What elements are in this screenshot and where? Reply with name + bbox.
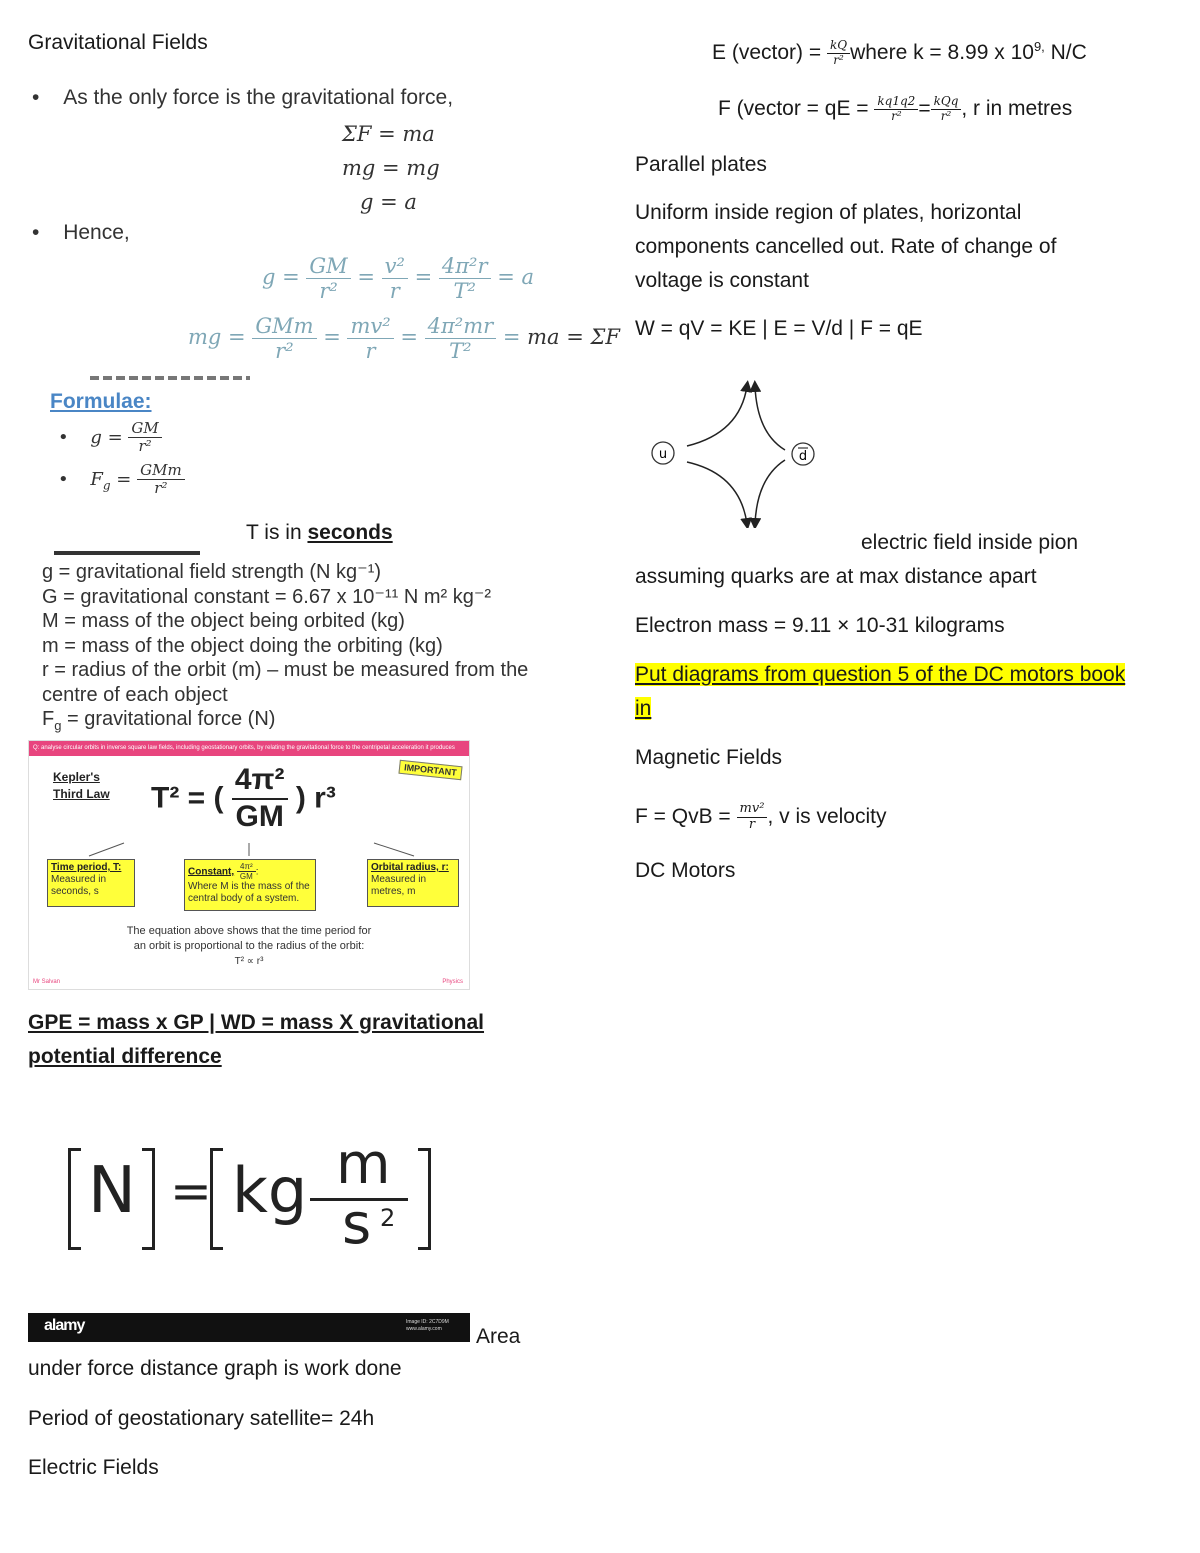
eq-g-lhs: g	[262, 265, 276, 290]
force-vector-formula: F (vector = qE = $\frac{kq1q2}{\text{r²}}$ = $\frac{\text{kQq}}{\text{r²}}$ , r in metres	[718, 94, 1073, 123]
kepler-eq-rhs: ) r³	[295, 781, 336, 815]
eq-g-rhs: a	[521, 265, 534, 290]
alamy-banner	[28, 1313, 470, 1342]
parallel-plates-line-2: components cancelled out. Rate of change of	[635, 235, 1057, 258]
electron-mass-line: Electron mass = 9.11 × 10-31 kilograms	[635, 614, 1005, 637]
up-quark-label: u	[658, 447, 668, 462]
eq-mg-lhs: mg	[188, 325, 222, 350]
bullet-dot: •	[32, 221, 40, 244]
time-period-box: Time period, T: Measured in seconds, s	[47, 859, 135, 907]
frac-gmm-r2: $\frac{\text{GMm}}{\text{r²}}$	[252, 314, 316, 363]
kepler-slide	[28, 740, 470, 990]
slide-caption: The equation above shows that the time period for an orbit is proportional to the radius of the orbit: T² ∝ r³	[126, 925, 372, 967]
equation-g-a: g = a	[360, 190, 417, 214]
bracket-left	[68, 1148, 81, 1250]
cropped-text-fragment	[90, 372, 250, 380]
parallel-plates-line-1: Uniform inside region of plates, horizontal	[635, 201, 1022, 224]
formulae-heading: Formulae:	[50, 390, 152, 413]
orbital-radius-box: Orbital radius, r: Measured in metres, m	[367, 859, 459, 907]
field-line-lower-right	[755, 460, 785, 524]
definition-row: G = gravitational constant = 6.67 x 10⁻¹¹ N m² kg⁻²	[42, 585, 492, 608]
frac-gm-r2: $\frac{GM}{\text{r²}}$	[306, 254, 350, 303]
magnetic-force-formula: F = QvB = $\frac{\text{mv²}}{r}$ , v is velocity	[635, 801, 887, 832]
kepler-label: Kepler's Third Law	[53, 770, 110, 801]
unit-newton: N	[88, 1154, 136, 1228]
time-note-seconds: seconds	[307, 521, 393, 544]
bullet-1	[32, 86, 453, 110]
gpe-line-2: potential difference	[28, 1045, 222, 1068]
frac-4pi2r-t2: $\frac{\text{4π²r}}{\text{T²}}$	[439, 254, 491, 303]
formula-fg-f: F	[90, 468, 103, 490]
unit-kg: kg	[232, 1154, 308, 1227]
equation-mg-chain: mg = $\frac{\text{GMm}}{\text{r²}}$ = $\frac{\text{mv²}}{r}$ = $\frac{\text{4π²mr}}{\text{T²}}$ = ma = ΣF	[188, 314, 620, 364]
work-voltage-line: W = qV = KE | E = V/d | F = qE	[635, 317, 923, 340]
time-note-text: T is in	[246, 521, 308, 544]
divider-line	[54, 551, 200, 555]
frac-mv2-r: $\frac{\text{mv²}}{r}$	[347, 314, 393, 363]
area-word: Area	[476, 1325, 521, 1348]
definitions-list	[42, 560, 528, 739]
kepler-frac: $\frac{\text{4π²}}{GM}$	[232, 763, 288, 834]
bullet-1-text: As the only force is the gravitational force,	[63, 86, 454, 109]
kepler-eq-lhs: T² = (	[151, 781, 224, 815]
alamy-logo: alamy	[44, 1317, 85, 1334]
pion-field-diagram	[645, 378, 825, 528]
eq-mg-rhs: ma = ΣF	[527, 325, 620, 350]
equation-sum-force: ΣF = ma	[342, 122, 435, 146]
bullet-2-text: Hence,	[63, 221, 130, 244]
electric-fields-heading: Electric Fields	[28, 1456, 159, 1479]
page-title: Gravitational Fields	[28, 31, 208, 54]
alamy-small-text: Image ID: 2C7D9M www.alamy.com	[406, 1319, 449, 1332]
parallel-plates-heading: Parallel plates	[635, 153, 767, 176]
dc-motors-heading: DC Motors	[635, 859, 736, 882]
slide-footer-left: Mr Salvan	[33, 979, 61, 985]
field-line-lower-left	[687, 462, 747, 524]
gpe-line-1: GPE = mass x GP | WD = mass X gravitational	[28, 1011, 485, 1034]
area-under-graph-line: under force distance graph is work done	[28, 1357, 402, 1380]
definition-row: m = mass of the object doing the orbiting (kg)	[42, 634, 443, 657]
constant-box: Constant, $\frac{\text{4π²}}{GM}$ : Where M is the mass of the central body of a system.	[184, 859, 316, 911]
formula-g-lhs: g =	[90, 426, 123, 448]
anti-down-quark-label: d	[798, 449, 808, 464]
pion-caption: electric field inside pion	[861, 531, 1079, 554]
frac-v2-r: $\frac{\text{v²}}{r}$	[382, 254, 408, 303]
formula-fg	[58, 462, 185, 498]
definition-row: r = radius of the orbit (m) – must be measured from the	[42, 659, 529, 681]
bracket-right	[142, 1148, 155, 1250]
field-line-upper-right	[755, 386, 785, 450]
bracket-left-2	[210, 1148, 223, 1250]
electric-field-vector-formula: E (vector) = $\frac{kQ}{\text{r²}}$ where k = 8.99 x $10^{9,}$ N/C	[712, 38, 1087, 67]
formula-g	[58, 420, 162, 456]
equation-mg: mg = mg	[342, 156, 440, 180]
highlight-note-line-2: in	[635, 697, 652, 720]
definition-row: M = mass of the object being orbited (kg)	[42, 610, 405, 632]
definition-row: centre of each object	[42, 683, 228, 706]
formula-fg-eq: =	[116, 468, 132, 490]
bullet-dot: •	[58, 468, 69, 490]
bullet-2	[32, 221, 130, 245]
definition-row: $F_g$ = gravitational force (N)	[42, 708, 276, 733]
pion-caption-2: assuming quarks are at max distance apart	[635, 565, 1037, 588]
equation-g-chain: g = $\frac{GM}{\text{r²}}$ = $\frac{\text{v²}}{r}$ = $\frac{\text{4π²r}}{\text{T²}}$ = a	[262, 254, 534, 304]
geostationary-period-line: Period of geostationary satellite= 24h	[28, 1407, 375, 1430]
frac-gm-r2-small: $\frac{GM}{\text{r²}}$	[128, 420, 161, 456]
unit-metre: m	[336, 1132, 391, 1197]
highlight-note-line-1: Put diagrams from question 5 of the DC motors book	[635, 663, 1126, 686]
bullet-dot: •	[32, 86, 40, 109]
newton-units-equation	[60, 1132, 440, 1260]
bullet-dot: •	[58, 426, 69, 448]
bracket-right-2	[418, 1148, 431, 1250]
unit-second: s	[342, 1192, 372, 1257]
definition-row: g = gravitational field strength (N kg⁻¹)	[42, 561, 382, 583]
slide-header-strip: Q: analyse circular orbits in inverse square law fields, including geostationary orbits, by relating the gravitational force to the centripetal acceleration it produces	[29, 741, 469, 756]
unit-exponent: 2	[380, 1204, 396, 1232]
unit-equals: =	[170, 1162, 212, 1220]
field-line-upper-left	[687, 386, 747, 446]
magnetic-fields-heading: Magnetic Fields	[635, 746, 783, 769]
formula-fg-sub: g	[102, 478, 111, 493]
time-unit-note	[246, 516, 393, 550]
slide-footer-right: Physics	[442, 979, 463, 985]
frac-4pi2mr-t2: $\frac{\text{4π²mr}}{\text{T²}}$	[425, 314, 497, 363]
important-badge: IMPORTANT	[398, 760, 462, 780]
frac-gmm-r2-small: $\frac{\text{GMm}}{\text{r²}}$	[137, 462, 185, 498]
parallel-plates-line-3: voltage is constant	[635, 269, 809, 292]
